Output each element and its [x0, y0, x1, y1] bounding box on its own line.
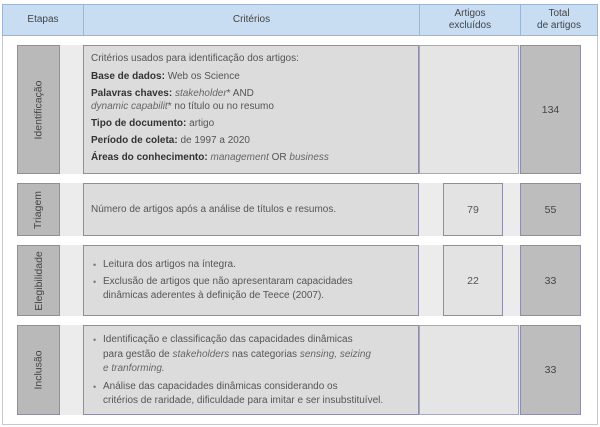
- excluded-value: 22: [467, 274, 479, 287]
- stage-identificacao: [17, 45, 60, 174]
- header-excluidos: [420, 5, 521, 35]
- doctype-label: Tipo de documento:: [91, 118, 187, 129]
- stage-label: Triagem: [32, 190, 45, 229]
- header-etapas-label: Etapas: [27, 14, 59, 25]
- excluded-inclusao: [419, 325, 519, 415]
- excluded-elegibilidade: [443, 245, 503, 316]
- criteria-doctype: [91, 116, 411, 131]
- keywords-label: Palavras chaves:: [91, 88, 173, 99]
- table-header: [2, 4, 598, 36]
- area-term-2: business: [289, 152, 329, 163]
- criteria-bullet: [91, 333, 411, 377]
- areas-label: Áreas do conhecimento:: [91, 152, 208, 163]
- period-label: Período de coleta:: [91, 135, 178, 146]
- header-total: [521, 5, 597, 35]
- keyword-operator: * AND: [226, 88, 254, 99]
- header-excluidos-line2: excluídos: [448, 20, 492, 31]
- base-value: Web os Science: [167, 71, 240, 82]
- criteria-inclusao: [83, 325, 419, 415]
- bullet-text-line2: [103, 348, 411, 363]
- criteria-text: Número de artigos após a análise de títulos e resumos.: [91, 204, 337, 215]
- stage-elegibilidade: [17, 245, 60, 316]
- stage-label: Inclusão: [32, 350, 45, 390]
- criteria-list: [91, 333, 411, 409]
- criteria-areas: [91, 150, 411, 165]
- total-inclusao: [520, 325, 581, 415]
- area-operator: OR: [271, 152, 287, 163]
- criteria-keywords-cont: [91, 100, 411, 113]
- stage-triagem: [17, 183, 60, 236]
- header-criterios: [84, 5, 420, 35]
- total-elegibilidade: [520, 245, 581, 316]
- criteria-list: [91, 258, 411, 303]
- keyword-scope: * no título ou no resumo: [167, 101, 274, 112]
- criteria-period: [91, 133, 411, 148]
- criteria-keywords: [91, 87, 411, 100]
- criteria-elegibilidade: [83, 245, 419, 316]
- bullet-text-line1: • Exclusão de artigos que não apresentaram capacidades: [103, 276, 353, 287]
- criteria-bullet: [91, 258, 411, 272]
- total-value: 55: [544, 203, 557, 216]
- bullet-text-line3: e tranforming.: [103, 363, 165, 374]
- header-total-line2: de artigos: [537, 20, 581, 31]
- header-criterios-label: Critérios: [232, 14, 271, 25]
- criteria-identificacao: [83, 45, 419, 174]
- text-fragment: nas categorias: [229, 348, 300, 360]
- keyword-term-1: stakeholder: [174, 88, 227, 99]
- period-value: de 1997 a 2020: [180, 135, 250, 146]
- stage-label: Elegibilidade: [32, 250, 45, 311]
- total-triagem: [520, 183, 581, 236]
- excluded-identificacao: [419, 45, 519, 174]
- excluded-triagem: [443, 183, 503, 236]
- bullet-text-line1: • Análise das capacidades dinâmicas considerando os: [103, 380, 338, 392]
- area-term-1: management: [210, 152, 269, 163]
- criteria-bullet: [91, 380, 411, 409]
- bullet-text-line2: critérios de raridade, dificuldade para imitar e ser insubstituível.: [103, 395, 384, 406]
- total-identificacao: [520, 45, 581, 174]
- bullet-text-line2: dinâmicas aderentes à definição de Teece (2007).: [103, 290, 325, 301]
- keyword-term-2: dynamic capabilit: [91, 101, 168, 112]
- text-fragment-italic: stakeholders: [172, 348, 230, 360]
- criteria-triagem: [83, 183, 419, 236]
- criteria-intro: Critérios usados para identificação dos artigos:: [91, 53, 299, 64]
- doctype-value: artigo: [189, 118, 215, 129]
- text-fragment-italic: sensing, seizing: [299, 348, 371, 360]
- criteria-base: [91, 69, 411, 84]
- base-label: Base de dados:: [91, 71, 165, 82]
- header-etapas: [3, 5, 84, 35]
- bullet-text: Leitura dos artigos na íntegra.: [103, 259, 236, 270]
- excluded-value: 79: [467, 203, 479, 216]
- header-excluidos-line1: Artigos: [454, 8, 486, 19]
- total-value: 33: [544, 274, 557, 287]
- stage-label: Identificação: [32, 80, 45, 139]
- header-total-line1: Total: [548, 8, 570, 19]
- text-fragment: para gestão de: [103, 348, 173, 360]
- bullet-text-line1: • Identificação e classificação das capacidades dinâmicas: [103, 334, 353, 345]
- total-value: 33: [544, 364, 557, 376]
- stage-inclusao: [17, 325, 60, 415]
- total-value: 134: [541, 103, 560, 116]
- criteria-bullet: [91, 275, 411, 303]
